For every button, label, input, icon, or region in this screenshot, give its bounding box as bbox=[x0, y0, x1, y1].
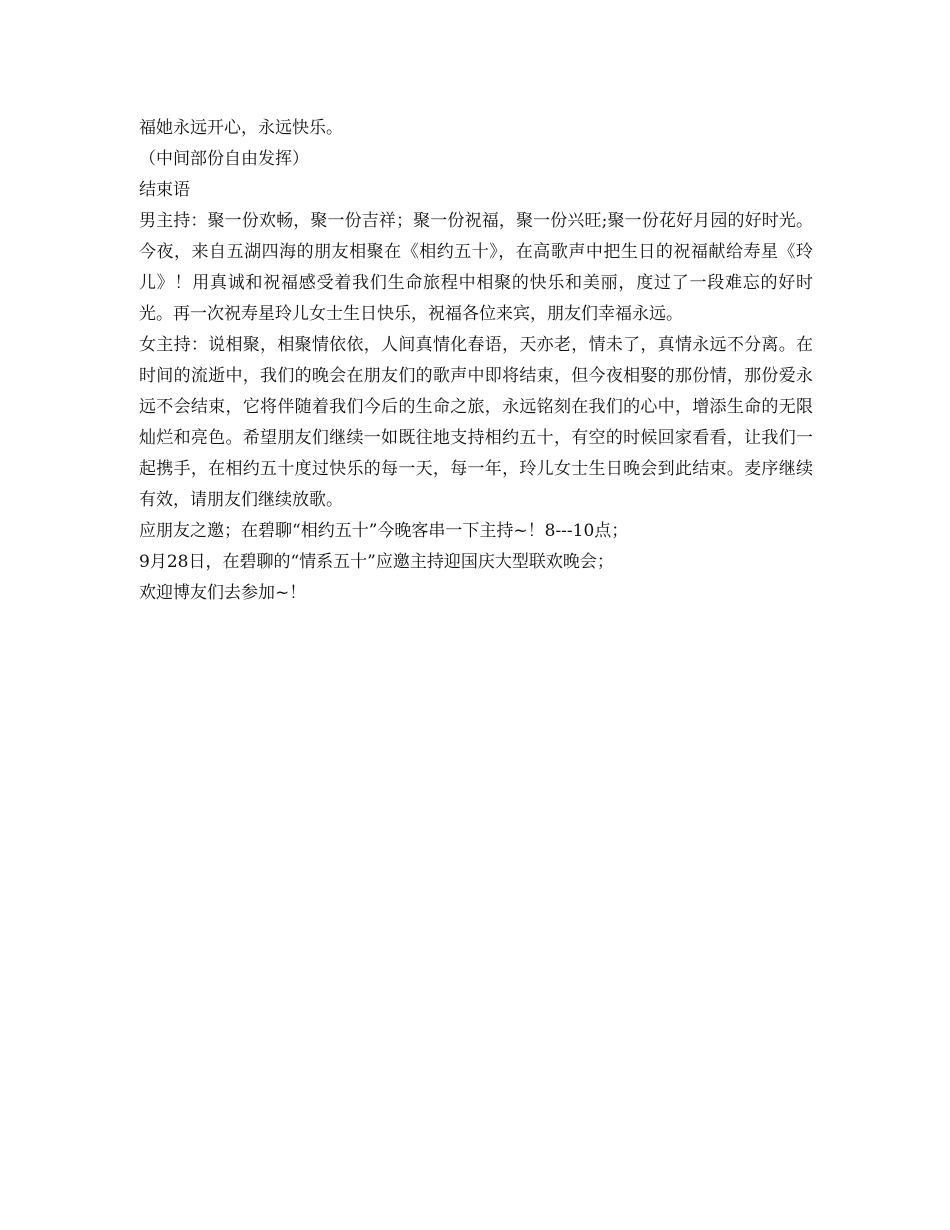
text-line: （中间部份自由发挥） bbox=[139, 149, 309, 169]
male-host-paragraph: 男主持：聚一份欢畅，聚一份吉祥；聚一份祝福，聚一份兴旺;聚一份花好月园的好时光。今夜，来自五湖四海的朋友相聚在《相约五十》，在高歌声中把生日的祝福献给寿星《玲儿》！用真诚和祝福感受着我们生命旅程中相聚的快乐和美丽，度过了一段难忘的好时光。再一次祝寿星玲儿女士生日快乐，祝福各位来宾，朋友们幸福永远。 bbox=[139, 211, 813, 324]
text-line: 应朋友之邀；在碧聊“相约五十”今晚客串一下主持~！8---10点； bbox=[139, 521, 629, 541]
document-body bbox=[139, 113, 813, 609]
text-line: 欢迎博友们去参加~！ bbox=[139, 583, 307, 603]
text-line: 福她永远开心，永远快乐。 bbox=[139, 118, 343, 138]
text-line: 9月28日，在碧聊的“情系五十”应邀主持迎国庆大型联欢晚会； bbox=[139, 552, 614, 572]
female-host-paragraph: 女主持：说相聚，相聚情依依，人间真情化春语，天亦老，情未了，真情永远不分离。在时间的流逝中，我们的晚会在朋友们的歌声中即将结束，但今夜相娶的那份情，那份爱永远不会结束，它将伴随着我们今后的生命之旅，永远铭刻在我们的心中，增添生命的无限灿烂和亮色。希望朋友们继续一如既往地支持相约五十，有空的时候回家看看，让我们一起携手，在相约五十度过快乐的每一天，每一年，玲儿女士生日晚会到此结束。麦序继续有效，请朋友们继续放歌。 bbox=[139, 335, 813, 510]
section-heading: 结束语 bbox=[139, 180, 190, 200]
